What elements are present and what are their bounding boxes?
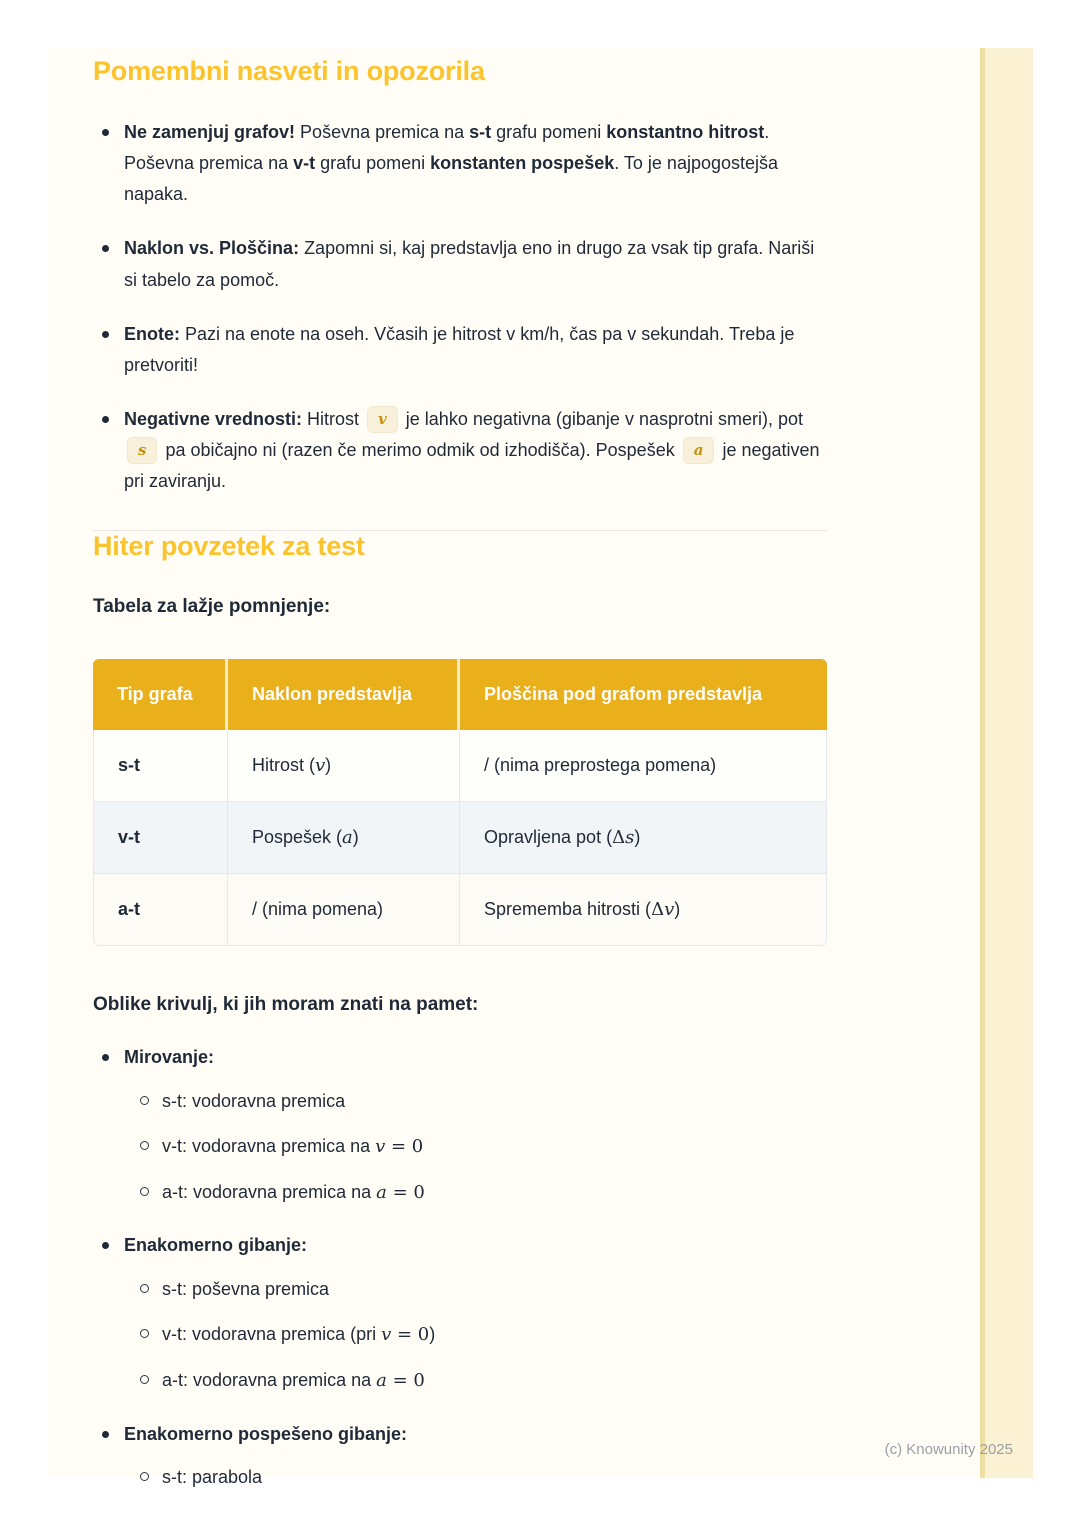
text-segment: v-t: vodoravna premica na [162,1135,376,1156]
sub-list-item [140,1366,830,1396]
text-segment: Ne zamenjuj grafov! [124,122,296,142]
text-segment: v [375,1135,386,1157]
sub-list-item [140,1320,830,1350]
sub-list [140,1463,830,1492]
text-segment: ) [674,899,681,920]
table-cell [93,874,228,946]
text-segment: Opravljena pot ( [484,827,613,848]
list-item [93,404,830,497]
watermark: (c) Knowunity 2025 [884,1441,1013,1458]
text-segment: / (nima pomena) [252,899,384,920]
text-segment: = 0 [386,1181,425,1203]
text-segment: s-t: vodoravna premica [162,1091,346,1112]
text-segment: Enakomerno gibanje: [124,1235,308,1256]
text-segment: a [376,1369,387,1391]
table-header-cell: Ploščina pod grafom predstavlja [460,659,827,730]
text-segment: Hitrost ( [252,755,315,776]
text-segment: = 0 [391,1324,430,1346]
table-cell [93,730,228,802]
table-cell [228,802,460,874]
sub-list [140,1275,830,1395]
text-segment: grafu pomeni [491,122,607,142]
text-segment: Naklon vs. Ploščina: [124,238,300,259]
text-segment: s-t: parabola [162,1467,263,1488]
text-segment: v-t [293,153,316,174]
text-segment: ) [634,827,641,848]
table-row [93,730,827,802]
sub-list-item [140,1178,830,1208]
tips-list [93,117,830,497]
text-segment: ) [325,755,332,776]
text-segment: = 0 [385,1135,424,1157]
shapes-intro-label: Oblike krivulj, ki jih moram znati na pamet: [93,994,479,1016]
table-header-cell: Tip grafa [93,659,228,730]
text-segment: a-t: vodoravna premica na [162,1181,377,1202]
sub-list-item [140,1463,830,1492]
text-segment: Mirovanje: [124,1047,215,1068]
summary-table-header [93,659,827,730]
page-accent-strip [980,48,1033,1478]
summary-table-body [93,730,827,946]
text-segment: v-t: vodoravna premica (pri [162,1324,382,1345]
page-content [48,48,830,1492]
table-cell [460,874,827,946]
table-cell [228,730,460,802]
text-segment: Poševna premica na [295,122,470,142]
sub-list-item [140,1087,830,1116]
table-row [93,802,827,874]
text-segment: . Poševna premica na [124,122,770,174]
text-segment: v [381,1324,392,1346]
text-segment: je negativen pri zaviranju. [124,440,820,492]
table-cell [228,874,460,946]
text-segment: Enote: [124,323,180,344]
document-page [48,48,1033,1488]
summary-table [93,659,827,946]
section-title-tips: Pomembni nasveti in opozorila [93,56,485,86]
list-item-label [124,1424,407,1444]
list-item [93,1420,830,1493]
text-segment: ) [352,827,359,848]
text-segment: Pospešek ( [252,827,343,848]
text-segment: Enakomerno pospešeno gibanje: [124,1423,408,1444]
text-segment: a-t [118,899,140,920]
table-intro-label: Tabela za lažje pomnjenje: [93,596,331,618]
list-item [93,233,830,295]
text-segment: Zapomni si, kaj predstavlja eno in drugo za vsak tip grafa. Nariši si tabelo za pomoč. [124,238,815,290]
text-segment: v [315,755,326,777]
text-segment: Pazi na enote na oseh. Včasih je hitrost v km/h, čas pa v sekundah. Treba je pretvoriti! [124,323,795,375]
text-segment: je lahko negativna (gibanje v nasprotni smeri), pot [400,408,804,429]
text-segment: Negativne vrednosti: [124,408,303,429]
text-segment: konstantno hitrost [606,122,765,142]
list-item [93,1231,830,1395]
text-segment: / (nima preprostega pomena) [484,755,717,776]
text-segment: s [625,827,635,849]
text-segment: . To je najpogostejša napaka. [124,153,779,205]
table-cell [93,802,228,874]
text-segment: pa običajno ni (razen če merimo odmik od izhodišča). Pospešek [160,440,680,460]
text-segment: v-t [118,827,140,848]
inline-code-badge: v [367,406,398,433]
table-header-row [93,659,827,730]
list-item [93,117,830,210]
text-segment: a [342,827,353,849]
shapes-list [93,1043,830,1492]
text-segment: grafu pomeni [315,153,431,174]
list-item-label [124,1047,214,1067]
inline-code-badge: s [127,437,157,464]
inline-code-badge: a [683,437,715,464]
list-item-label [124,1235,307,1255]
text-segment: Δ [651,899,665,921]
text-segment: v [664,899,675,921]
section-title-summary: Hiter povzetek za test [93,531,365,562]
text-segment: ) [429,1324,436,1345]
text-segment: Sprememba hitrosti ( [484,899,652,920]
text-segment: Hitrost [302,408,365,429]
table-row [93,874,827,946]
sub-list-item [140,1275,830,1304]
list-item [93,319,830,381]
list-item [93,1043,830,1207]
table-cell [460,802,827,874]
sub-list-item [140,1132,830,1162]
text-segment: a [376,1181,387,1203]
text-segment: s-t: poševna premica [162,1279,330,1300]
text-segment: konstanten pospešek [430,153,615,174]
table-header-cell: Naklon predstavlja [228,659,460,730]
sub-list [140,1087,830,1207]
text-segment: s-t [469,122,492,142]
text-segment: a-t: vodoravna premica na [162,1369,377,1390]
table-cell [460,730,827,802]
text-segment: = 0 [386,1369,425,1391]
text-segment: s-t [118,755,140,776]
text-segment: Δ [612,827,626,849]
